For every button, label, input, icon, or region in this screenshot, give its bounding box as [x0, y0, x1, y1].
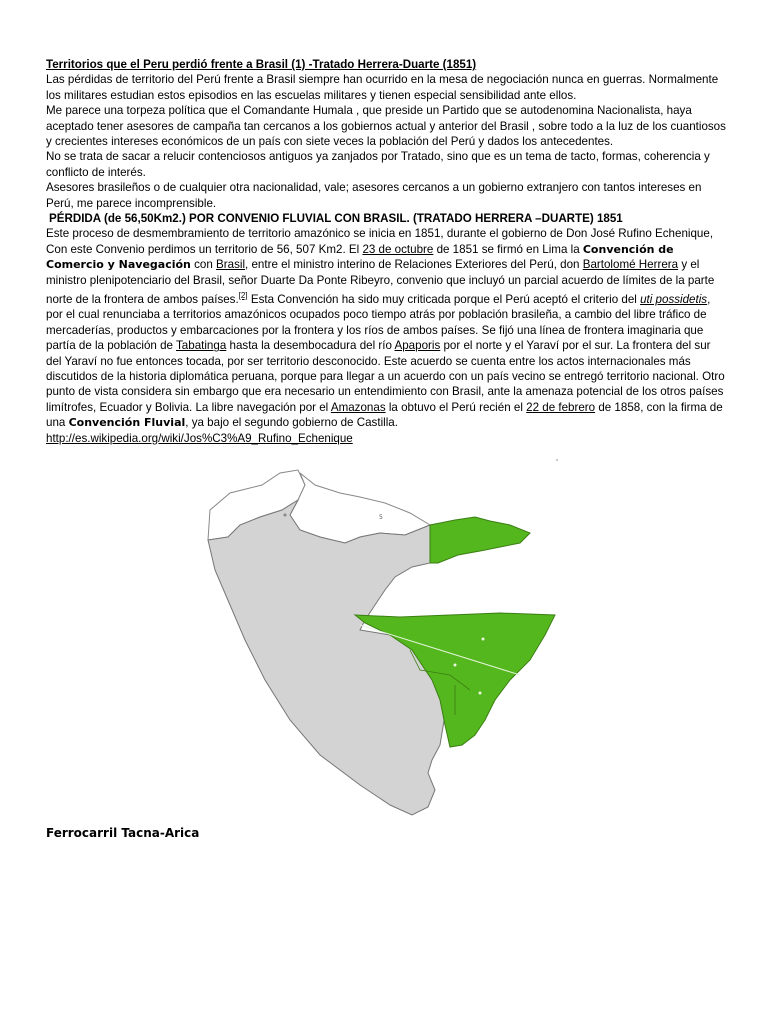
intro-paragraph-3: No se trata de sacar a relucir contenciosos antiguos ya zanjados por Tratado, sino que es un tema de tacto, formas, coherencia y conflicto de interés. — [46, 150, 710, 179]
body-text: la obtuvo el Perú recién el — [385, 400, 527, 414]
body-text: , ya bajo el segundo gobierno de Castilla. — [185, 416, 398, 430]
date-link-1851[interactable]: 23 de octubre — [362, 242, 434, 256]
peru-region — [208, 500, 445, 815]
document — [46, 57, 726, 446]
date-link-1858[interactable]: 22 de febrero — [526, 400, 596, 414]
peru-territory-map — [200, 455, 570, 825]
intro-paragraph-2: Me parece una torpeza política que el Comandante Humala , que preside un Partido que se autodenomina Nacionalista, haya aceptado tener asesores de campaña tan cercanos a los gobiernos actual y anterior del Brasil , sobre todo a la luz de los cuantiosos y crecientes intereses económicos de un país con siete veces la población del Perú y dados los antecedentes. — [46, 104, 726, 149]
intro-paragraph-1: Las pérdidas de territorio del Perú frente a Brasil siempre han ocurrido en la mesa de negociación nunca en guerras. Normalmente los militares estudian estos episodios en las escuelas militares y tienen especial sensibilidad ante ellos. — [46, 73, 719, 102]
body-text: y el ministro plenipotenciario del Brasil, señor Duarte Da Ponte Ribeyro, convenio que incluyó un parcial acuerdo de límites de la parte norte de la frontera de ambos países. — [46, 258, 715, 306]
body-paragraph — [46, 226, 726, 430]
map-marker — [284, 514, 287, 517]
caption-heading: Ferrocarril Tacna-Arica — [46, 826, 200, 840]
body-text: , entre el ministro interino de Relaciones Exteriores del Perú, don — [245, 258, 583, 272]
reference-link[interactable]: [2] — [238, 291, 248, 301]
map-marker — [479, 692, 482, 695]
herrera-link[interactable]: Bartolomé Herrera — [582, 258, 679, 272]
body-text: Este proceso de desmembramiento de territorio amazónico se inicia en 1851, durante el gobierno de Don José Rufino Echenique, Con este Convenio perdimos un territorio de 56, 507 Km2. — [46, 227, 714, 256]
convention-fluvial-name: Convención Fluvial — [68, 416, 186, 430]
map-marker — [454, 664, 457, 667]
body-text: Otro punto de vista considera sin embargo que era necesario un entendimiento con Brasil, ante la amenaza potencial de los otros países limítrofes, Ecuador y Bolivia. La libre navegación por el — [46, 369, 725, 414]
uti-possidetis-link[interactable]: uti possidetis — [640, 292, 708, 306]
body-text: hasta la desembocadura del río — [226, 339, 395, 353]
body-text: por el norte y el Yaraví por el sur. La frontera del sur del Yaraví no fue entonces tocada, por ser territorio desconocido. Este acuerdo se cuenta entre los actos internacionales más discutidos de la historia diplomática peruana, porque para llegar a un acuerdo con un país vecino se entregó territorio nacional. — [46, 339, 711, 383]
body-text: con — [190, 258, 217, 272]
body-text: de 1858, con la firma de una — [46, 400, 723, 430]
intro-paragraph-4: Asesores brasileños o de cualquier otra nacionalidad, vale; asesores cercanos a un gobierno extranjero con tantos intereses en Perú, me parece incomprensible. — [46, 181, 702, 210]
wikipedia-link[interactable]: http://es.wikipedia.org/wiki/Jos%C3%A9_Rufino_Echenique — [46, 431, 353, 445]
lost-territory-north — [430, 517, 530, 563]
body-text: El — [345, 242, 363, 256]
body-text: Esta Convención ha sido muy criticada porque el Perú aceptó el criterio del — [247, 292, 641, 306]
body-text: de 1851 se firmó en Lima la — [433, 242, 583, 256]
document-title: Territorios que el Peru perdió frente a Brasil (1) -Tratado Herrera-Duarte (1851) — [46, 58, 477, 71]
map-marker — [482, 638, 485, 641]
tabatinga-link[interactable]: Tabatinga — [176, 339, 227, 353]
brasil-link[interactable]: Brasil — [216, 258, 246, 272]
apaporis-link[interactable]: Apaporis — [394, 339, 441, 353]
convention-name: Convención de Comercio y Navegación — [46, 242, 674, 272]
body-text: , por el cual renunciaba a territorios amazónicos ocupados poco tiempo atrás por población brasileña, a cambio del libre tráfico de mercaderías, productos y embarcaciones por la frontera y los ríos de ambos países. Se fijó una línea de frontera imaginaria que partía de la población de — [46, 292, 711, 353]
colombia-region — [290, 473, 430, 543]
map-marker — [556, 459, 558, 461]
amazonas-link[interactable]: Amazonas — [330, 400, 386, 414]
section-heading: PÉRDIDA (de 56,50Km2.) POR CONVENIO FLUVIAL CON BRASIL. (TRATADO HERRERA –DUARTE) 1851 — [49, 212, 623, 226]
map-label: 5 — [379, 514, 383, 521]
